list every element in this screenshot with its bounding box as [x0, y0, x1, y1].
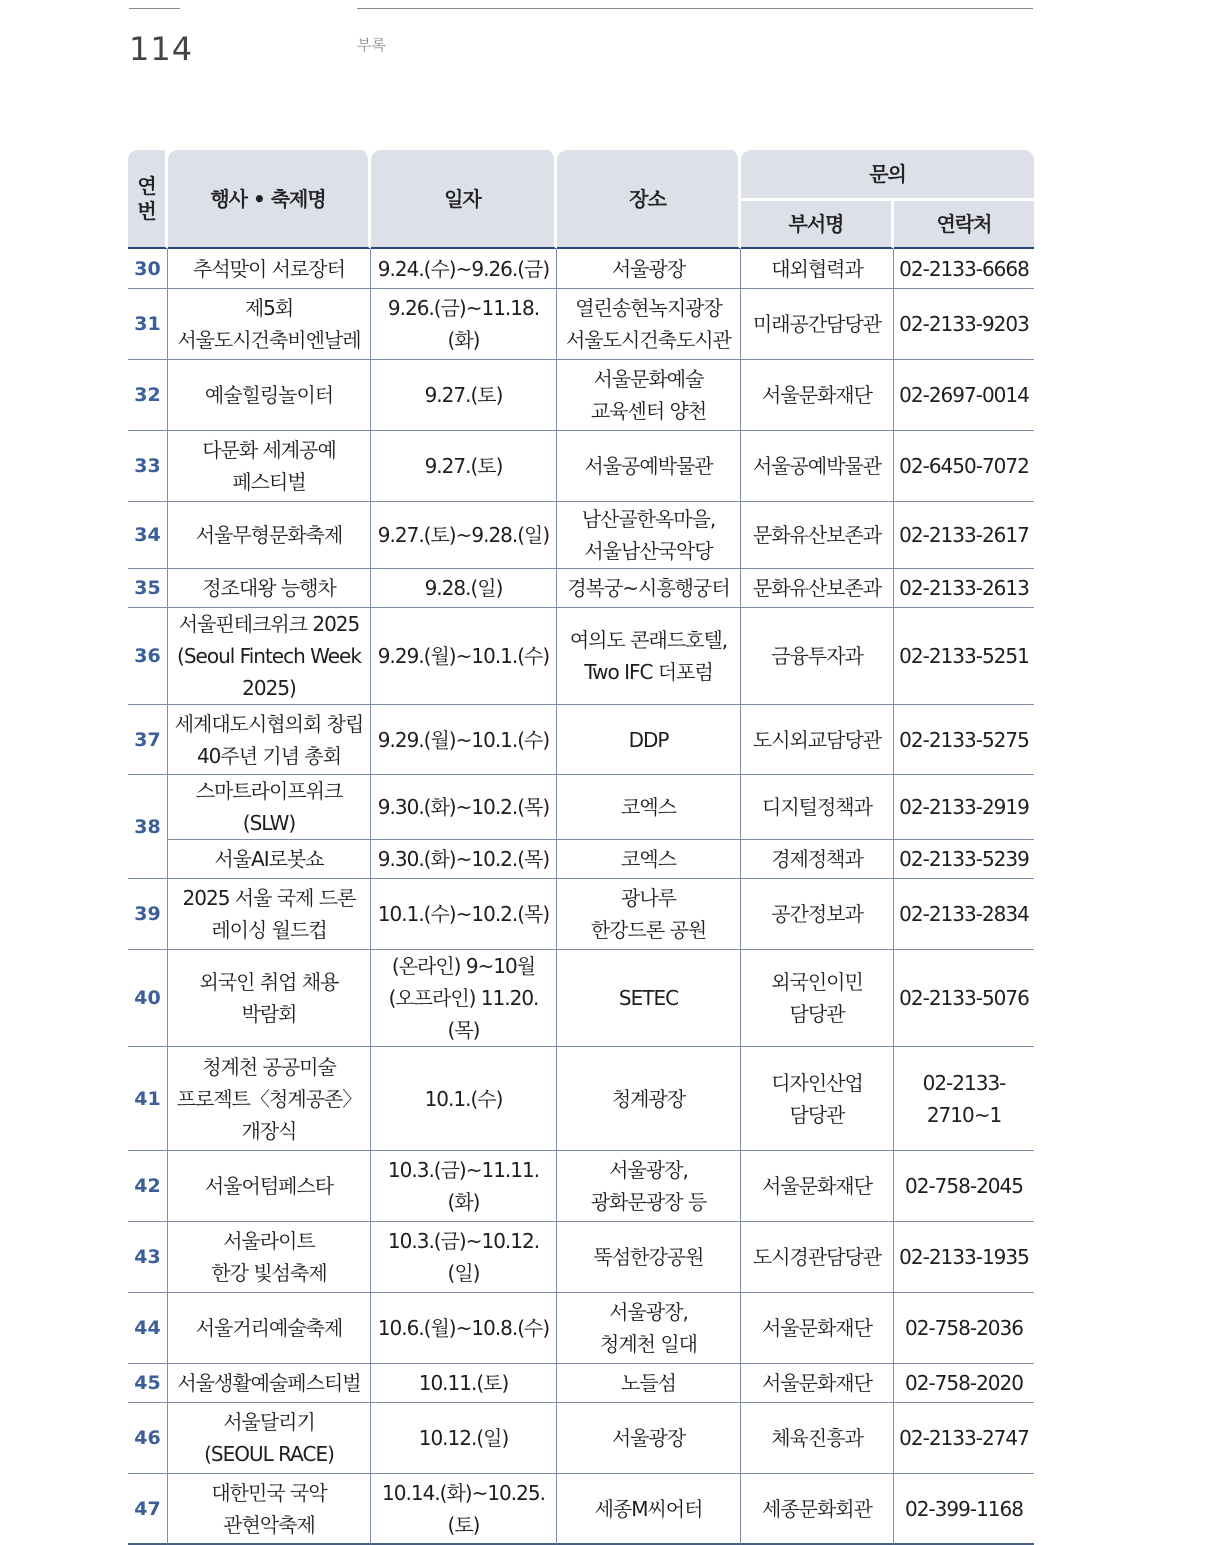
event-date-cell: 9.30.(화)~10.2.(목): [371, 840, 557, 879]
table-row: [128, 1474, 1034, 1545]
event-name-cell: 서울생활예술페스티벌: [168, 1364, 371, 1403]
event-date-cell: 10.3.(금)~10.12.(일): [371, 1222, 557, 1293]
event-venue-cell: 세종M씨어터: [557, 1474, 741, 1545]
event-date-cell: 10.11.(토): [371, 1364, 557, 1403]
event-date-cell: 9.28.(일): [371, 569, 557, 608]
row-number: 39: [128, 879, 168, 950]
event-date-cell: (온라인) 9~10월 (오프라인) 11.20.(목): [371, 950, 557, 1047]
row-number: 47: [128, 1474, 168, 1545]
department-cell: 금융투자과: [741, 608, 894, 705]
event-venue-cell: 뚝섬한강공원: [557, 1222, 741, 1293]
event-name-cell: 서울AI로봇쇼: [168, 840, 371, 879]
department-cell: 세종문화회관: [741, 1474, 894, 1545]
contact-cell: 02-758-2036: [894, 1293, 1034, 1364]
table-row: [128, 608, 1034, 705]
event-venue-cell: 청계광장: [557, 1047, 741, 1151]
header-date: 일자: [371, 150, 557, 249]
department-cell: 서울문화재단: [741, 1364, 894, 1403]
event-date-cell: 9.27.(토): [371, 360, 557, 431]
event-venue-cell: 남산골한옥마을, 서울남산국악당: [557, 502, 741, 569]
contact-cell: 02-2133-2834: [894, 879, 1034, 950]
event-date-cell: 10.3.(금)~11.11.(화): [371, 1151, 557, 1222]
contact-cell: 02-2133- 2710~1: [894, 1047, 1034, 1151]
row-number: 42: [128, 1151, 168, 1222]
event-venue-cell: DDP: [557, 705, 741, 775]
table-row: [128, 1151, 1034, 1222]
event-name-cell: 정조대왕 능행차: [168, 569, 371, 608]
event-venue-cell: 광나루 한강드론 공원: [557, 879, 741, 950]
event-name-cell: 서울무형문화축제: [168, 502, 371, 569]
header-rule-left: [129, 8, 180, 9]
contact-cell: 02-2133-5239: [894, 840, 1034, 879]
table-row: [128, 1047, 1034, 1151]
department-cell: 외국인이민 담당관: [741, 950, 894, 1047]
department-cell: 서울문화재단: [741, 360, 894, 431]
row-number: 40: [128, 950, 168, 1047]
event-name-cell: 대한민국 국악 관현악축제: [168, 1474, 371, 1545]
event-date-cell: 9.29.(월)~10.1.(수): [371, 608, 557, 705]
department-cell: 미래공간담당관: [741, 289, 894, 360]
table-header: [128, 150, 1034, 249]
event-date-cell: 9.26.(금)~11.18.(화): [371, 289, 557, 360]
table-row: [128, 1293, 1034, 1364]
row-number: 44: [128, 1293, 168, 1364]
event-date-cell: 10.14.(화)~10.25.(토): [371, 1474, 557, 1545]
contact-cell: 02-2133-2617: [894, 502, 1034, 569]
event-name-cell: 예술힐링놀이터: [168, 360, 371, 431]
event-date-cell: 10.1.(수)~10.2.(목): [371, 879, 557, 950]
event-name-cell: 청계천 공공미술 프로젝트〈청계공존〉 개장식: [168, 1047, 371, 1151]
row-number: 31: [128, 289, 168, 360]
header-department: 부서명: [741, 201, 894, 249]
event-date-cell: 9.24.(수)~9.26.(금): [371, 249, 557, 289]
header-rule-right: [357, 8, 1033, 9]
row-number: 32: [128, 360, 168, 431]
events-table: [128, 150, 1034, 1545]
event-name-cell: 제5회 서울도시건축비엔날레: [168, 289, 371, 360]
event-name-cell: 서울어텀페스타: [168, 1151, 371, 1222]
table-row: [128, 569, 1034, 608]
row-number: 46: [128, 1403, 168, 1474]
event-venue-cell: SETEC: [557, 950, 741, 1047]
contact-cell: 02-2133-2747: [894, 1403, 1034, 1474]
event-date-cell: 10.6.(월)~10.8.(수): [371, 1293, 557, 1364]
event-venue-cell: 코엑스: [557, 840, 741, 879]
row-number: 45: [128, 1364, 168, 1403]
table-row: [128, 360, 1034, 431]
table-row: [128, 431, 1034, 502]
event-date-cell: 9.30.(화)~10.2.(목): [371, 775, 557, 840]
event-venue-cell: 서울광장: [557, 249, 741, 289]
table-row: [128, 1364, 1034, 1403]
table-row: [128, 705, 1034, 775]
row-number: 30: [128, 249, 168, 289]
contact-cell: 02-758-2045: [894, 1151, 1034, 1222]
department-cell: 서울문화재단: [741, 1151, 894, 1222]
event-name-cell: 서울라이트 한강 빛섬축제: [168, 1222, 371, 1293]
department-cell: 공간정보과: [741, 879, 894, 950]
contact-cell: 02-2133-9203: [894, 289, 1034, 360]
contact-cell: 02-6450-7072: [894, 431, 1034, 502]
department-cell: 문화유산보존과: [741, 569, 894, 608]
table-body: [128, 249, 1034, 1545]
department-cell: 도시경관담당관: [741, 1222, 894, 1293]
department-cell: 서울공예박물관: [741, 431, 894, 502]
department-cell: 경제정책과: [741, 840, 894, 879]
contact-cell: 02-2133-2919: [894, 775, 1034, 840]
table-row: [128, 1403, 1034, 1474]
event-venue-cell: 노들섬: [557, 1364, 741, 1403]
event-date-cell: 10.1.(수): [371, 1047, 557, 1151]
event-name-cell: 서울달리기 (SEOUL RACE): [168, 1403, 371, 1474]
event-venue-cell: 서울광장, 청계천 일대: [557, 1293, 741, 1364]
section-label: 부록: [357, 36, 386, 54]
header-event-name: 행사 • 축제명: [168, 150, 371, 249]
event-date-cell: 9.27.(토): [371, 431, 557, 502]
event-name-cell: 스마트라이프위크(SLW): [168, 775, 371, 840]
event-date-cell: 9.27.(토)~9.28.(일): [371, 502, 557, 569]
contact-cell: 02-2133-2613: [894, 569, 1034, 608]
event-name-cell: 세계대도시협의회 창립 40주년 기념 총회: [168, 705, 371, 775]
event-name-cell: 서울거리예술축제: [168, 1293, 371, 1364]
department-cell: 체육진흥과: [741, 1403, 894, 1474]
row-number: 38: [128, 775, 168, 879]
contact-cell: 02-2133-5275: [894, 705, 1034, 775]
row-number: 35: [128, 569, 168, 608]
department-cell: 서울문화재단: [741, 1293, 894, 1364]
department-cell: 디자인산업 담당관: [741, 1047, 894, 1151]
row-number: 33: [128, 431, 168, 502]
contact-cell: 02-2697-0014: [894, 360, 1034, 431]
contact-cell: 02-758-2020: [894, 1364, 1034, 1403]
event-date-cell: 10.12.(일): [371, 1403, 557, 1474]
department-cell: 문화유산보존과: [741, 502, 894, 569]
contact-cell: 02-2133-5076: [894, 950, 1034, 1047]
event-venue-cell: 코엑스: [557, 775, 741, 840]
contact-cell: 02-2133-6668: [894, 249, 1034, 289]
event-name-cell: 다문화 세계공예 페스티벌: [168, 431, 371, 502]
table-row: [128, 840, 1034, 879]
event-venue-cell: 서울문화예술 교육센터 양천: [557, 360, 741, 431]
row-number: 36: [128, 608, 168, 705]
table-row: [128, 249, 1034, 289]
department-cell: 대외협력과: [741, 249, 894, 289]
table-row: [128, 879, 1034, 950]
event-name-cell: 2025 서울 국제 드론 레이싱 월드컵: [168, 879, 371, 950]
event-date-cell: 9.29.(월)~10.1.(수): [371, 705, 557, 775]
event-name-cell: 서울핀테크위크 2025 (Seoul Fintech Week 2025): [168, 608, 371, 705]
event-venue-cell: 경복궁~시흥행궁터: [557, 569, 741, 608]
event-venue-cell: 열린송현녹지광장 서울도시건축도시관: [557, 289, 741, 360]
page-number: 114: [129, 30, 194, 68]
event-venue-cell: 서울광장, 광화문광장 등: [557, 1151, 741, 1222]
header-number: 연 번: [128, 150, 168, 249]
table-row: [128, 502, 1034, 569]
header-inquiry: 문의: [741, 150, 1034, 201]
table-row: [128, 775, 1034, 840]
contact-cell: 02-2133-1935: [894, 1222, 1034, 1293]
row-number: 37: [128, 705, 168, 775]
table-row: [128, 950, 1034, 1047]
table-row: [128, 1222, 1034, 1293]
row-number: 41: [128, 1047, 168, 1151]
event-venue-cell: 서울공예박물관: [557, 431, 741, 502]
row-number: 43: [128, 1222, 168, 1293]
department-cell: 도시외교담당관: [741, 705, 894, 775]
contact-cell: 02-399-1168: [894, 1474, 1034, 1545]
header-contact: 연락처: [894, 201, 1034, 249]
contact-cell: 02-2133-5251: [894, 608, 1034, 705]
event-venue-cell: 여의도 콘래드호텔, Two IFC 더포럼: [557, 608, 741, 705]
event-name-cell: 외국인 취업 채용 박람회: [168, 950, 371, 1047]
department-cell: 디지털정책과: [741, 775, 894, 840]
header-venue: 장소: [557, 150, 741, 249]
row-number: 34: [128, 502, 168, 569]
event-venue-cell: 서울광장: [557, 1403, 741, 1474]
table-row: [128, 289, 1034, 360]
event-name-cell: 추석맞이 서로장터: [168, 249, 371, 289]
